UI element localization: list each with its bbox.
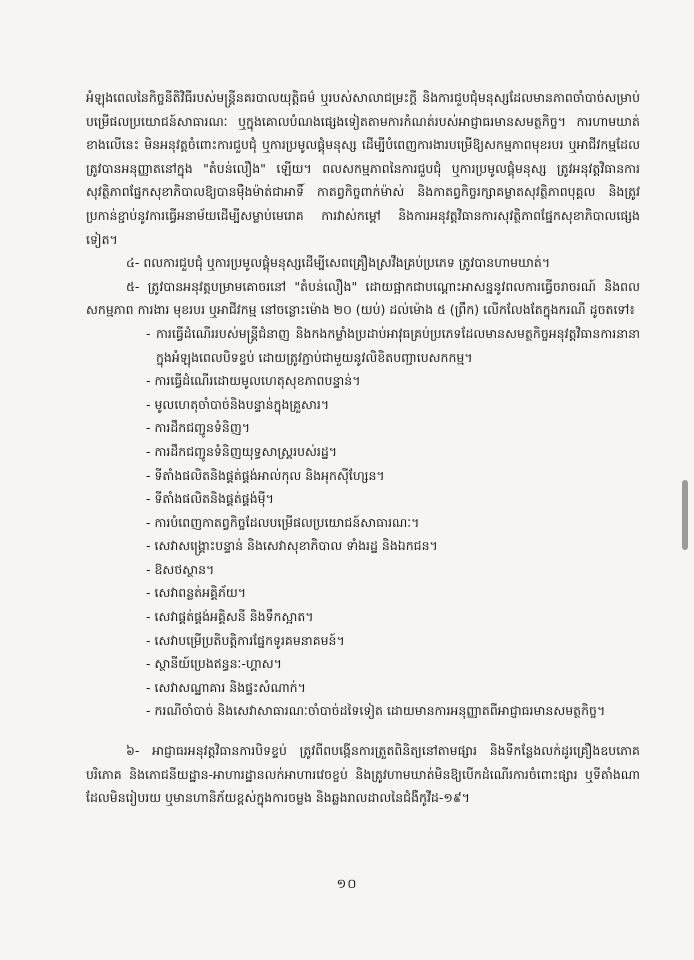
- document-body: [86, 86, 640, 810]
- list-item: - ការដឹកជញ្ជូនទំនិញ។: [86, 416, 640, 440]
- paragraph-item-5: ៥- ត្រូវបានអនុវត្តបម្រាមគោចរនៅ "តំបន់លឿង" ដោយផ្អាកជាបណ្តោះអាសន្ននូវពលការធ្វើចរាចរណ៍ និងពលសកម្មភាព ការងារ មុខរបរ ឬអាជីវកម្ម នៅចន្លោះម៉ោង ២០ (យប់) ដល់ម៉ោង ៥ (ព្រឹក) លើកលែងតែក្នុងករណី ដូចតទៅ៖: [86, 278, 640, 318]
- list-item: - មូលហេតុចាំបាច់និងបន្ទាន់ក្នុងគ្រួសារ។: [86, 393, 640, 417]
- list-item: - ស្ថានីយ៍ប្រេងឥន្ធនៈ-ហ្គាស។: [86, 652, 640, 676]
- paragraph-item-4: ៤- ពលការជួបជុំ ឬការប្រមូលផ្តុំមនុស្សដើម្បីសេពគ្រឿងស្រវឹងគ្រប់ប្រភេទ ត្រូវបានហាមឃាត់។: [126, 255, 551, 271]
- paragraph-item-6: ៦- អាជ្ញាធរអនុវត្តវិធានការបិទខ្ទប់ ត្រូវពីពបង្កើនការត្រួតពិនិត្យនៅតាមផ្សារ និងទីកន្លែងលក់ដូរគ្រឿងឧបភោគបរិភោគ និងភោជនីយដ្ឋាន-អាហារដ្ឋានលក់អាហារវេចខ្ចប់ និងត្រូវហាមឃាត់មិនឱ្យបើកដំណើរការចំពោះផ្សារ ឬទីតាំងណាដែលមិនរៀបរយ ឬមានហានិភ័យខ្ពស់ក្នុងការចម្លង និងឆ្លងរាលដាលនៃជំងឺកូវីដ-១៩។: [86, 743, 640, 806]
- list-item: - ការធ្វើដំណើររបស់មន្ត្រីជំនាញ និងកងកម្លាំងប្រដាប់អាវុធគ្រប់ប្រភេទដែលមានសមត្ថកិច្ចអនុវត្តវិធានការនានាក្នុងអំឡុងពេលបិទខ្ទប់ ដោយត្រូវភ្ជាប់ជាមួយនូវលិខិតបញ្ជាបេសកកម្ម។: [86, 322, 640, 369]
- list-item: - ទីតាំងផលិតនិងផ្គត់ផ្គង់ម៉ី។: [86, 487, 640, 511]
- page-number: ១០: [336, 877, 358, 892]
- list-item: - ការដឹកជញ្ជូនទំនិញយុទ្ធសាស្ត្ររបស់រដ្ឋ។: [86, 440, 640, 464]
- exception-list: [86, 322, 640, 723]
- list-item: - សេវាពន្លត់អគ្គិភ័យ។: [86, 581, 640, 605]
- list-item: - ករណីចាំបាច់ និងសេវាសាធារណៈចាំបាច់ដទៃទៀត ដោយមានការអនុញ្ញាតពីអាជ្ញាធរមានសមត្ថកិច្ច។: [86, 699, 640, 723]
- paragraph-continuation: អំឡុងពេលនៃកិច្ចនីតិវិធីរបស់មន្ត្រីនគរបាលយុត្តិធម៌ ឬរបស់សាលាជម្រះក្តី និងការជួបជុំមនុស្សដែលមានភាពចាំបាច់សម្រាប់បម្រើផលប្រយោជន៍សាធារណៈ ឬក្នុងគោលបំណងផ្សេងទៀតតាមការកំណត់របស់អាជ្ញាធរមានសមត្ថកិច្ច។ ការហាមឃាត់ខាងលើនេះ មិនអនុវត្តចំពោះការជួបជុំ ឬការប្រមូលផ្តុំមនុស្ស ដើម្បីបំពេញការងារបម្រើឱ្យសកម្មភាពមុខរបរ ឬអាជីវកម្មដែលត្រូវបានអនុញ្ញាតនៅក្នុង "តំបន់លឿង" ឡើយ។ ពលសកម្មភាពនៃការជួបជុំ ឬការប្រមូលផ្តុំមនុស្ស ត្រូវអនុវត្តវិធានការសុវត្ថិភាពផ្នែកសុខាភិបាលឱ្យបានម៉ឺងម៉ាត់ជាអាទិ៍ កាតព្វកិច្ចពាក់ម៉ាស់ និងកាតព្វកិច្ចរក្សាគម្លាតសុវត្ថិភាពបុគ្គល និងត្រូវប្រកាន់ខ្ជាប់នូវការធ្វើអនាម័យដើម្បីសម្លាប់មេរោគ ការវាស់កម្តៅ និងការអនុវត្តវិធានការសុវត្ថិភាពផ្នែកសុខាភិបាលផ្សេងទៀត។: [86, 90, 640, 247]
- list-item: - សេវាសណ្ឋាគារ និងផ្ទះសំណាក់។: [86, 676, 640, 700]
- list-item: - ការបំពេញកាតព្វកិច្ចដែលបម្រើផលប្រយោជន៍សាធារណៈ។: [86, 511, 640, 535]
- list-item: - ទីតាំងផលិតនិងផ្គត់ផ្គង់អាល់កុល និងអុកស៊ីហ្សែន។: [86, 464, 640, 488]
- list-item: - ឱសថស្ថាន។: [86, 558, 640, 582]
- scrollbar-thumb[interactable]: [682, 480, 688, 550]
- list-item: - សេវាផ្គត់ផ្គង់អគ្គិសនី និងទឹកស្អាត។: [86, 605, 640, 629]
- list-item: - សេវាសង្គ្រោះបន្ទាន់ និងសេវាសុខាភិបាល ទាំងរដ្ឋ និងឯកជន។: [86, 534, 640, 558]
- list-item: - ការធ្វើដំណើរដោយមូលហេតុសុខភាពបន្ទាន់។: [86, 369, 640, 393]
- list-item: - សេវាបម្រើប្រតិបត្តិការផ្នែកទូរគមនាគមន៍។: [86, 629, 640, 653]
